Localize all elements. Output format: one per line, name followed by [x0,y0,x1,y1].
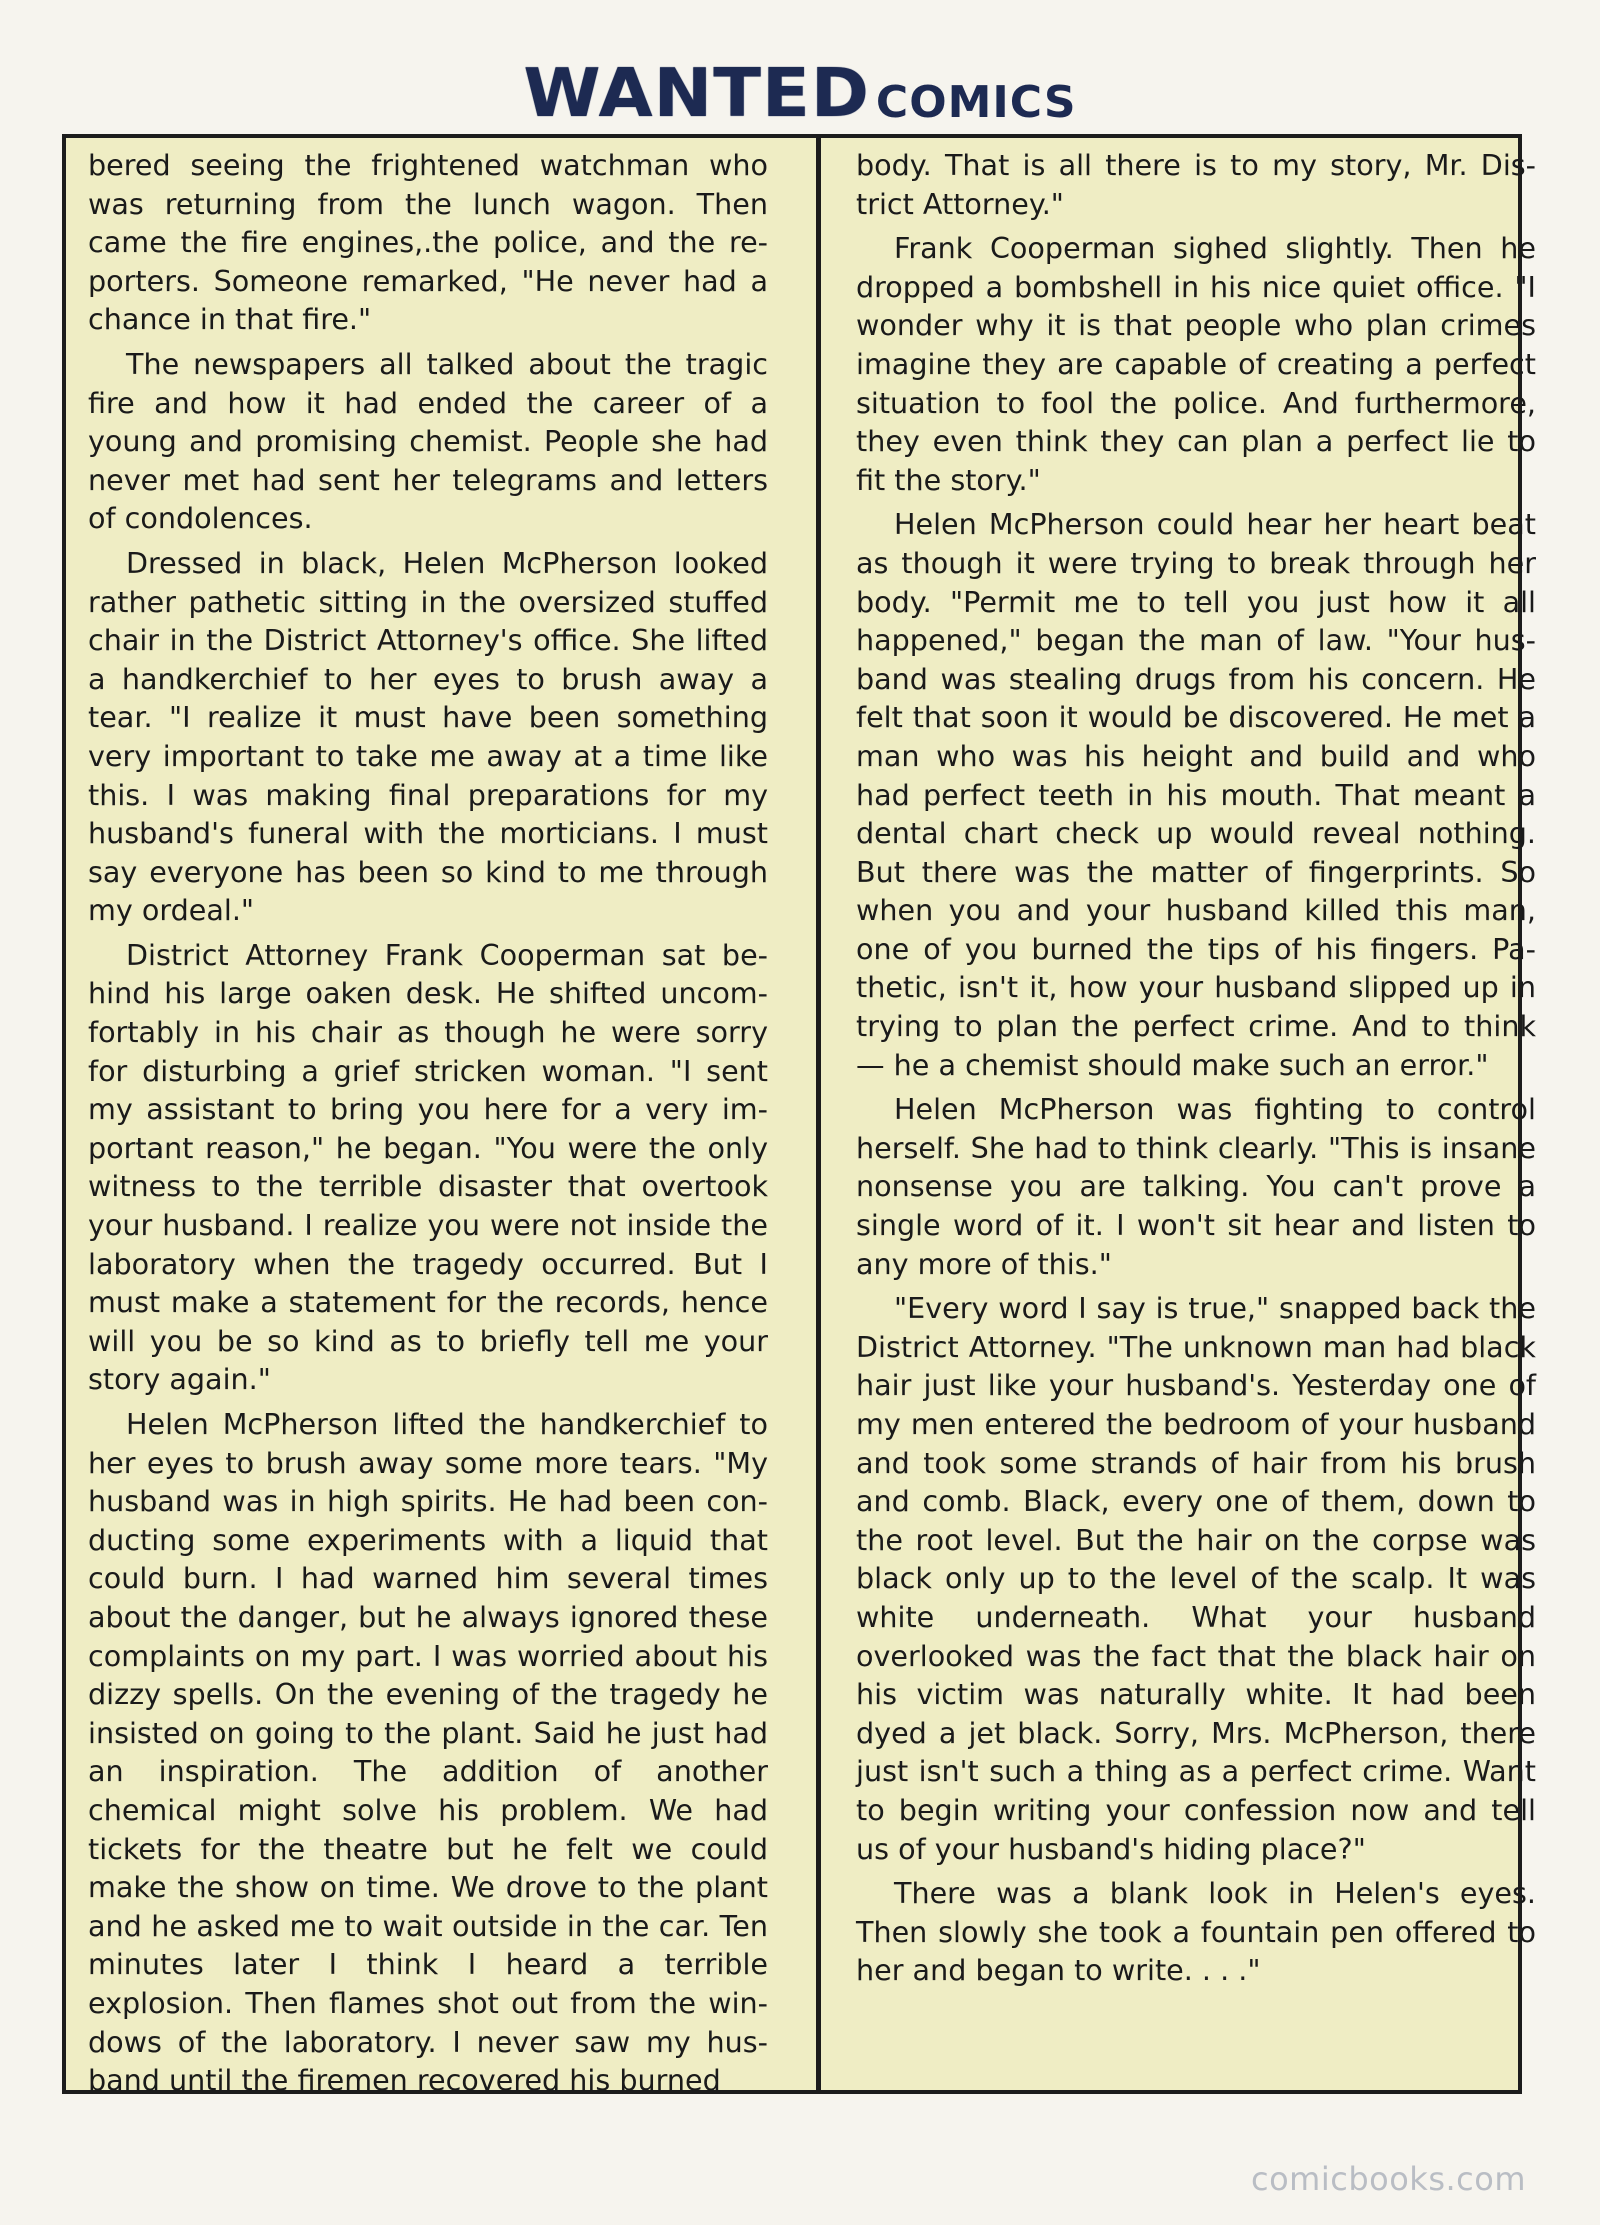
paragraph: body. That is all there is to my story, Mr. District Attorney." [856,148,1536,221]
masthead-title: WANTED [523,54,870,132]
paragraph: Frank Cooperman sighed slightly. Then he dropped a bombshell in his nice quiet office. "I wonder why it is that people who plan crimes imagine they are capable of creating a perfect situation to fool the police. And furthermore, they even think they can plan a perfect lie to fit the story." [856,231,1536,497]
text-frame [62,134,1536,2098]
paragraph: There was a blank look in Helen's eyes. Then slowly she took a fountain pen offered to her and began to write. . . ." [856,1876,1536,1988]
paragraph: Dressed in black, Helen McPherson looked rather pathetic sitting in the oversized stuffed chair in the District Attorney's office. She lifted a handkerchief to her eyes to brush away a tear. "I realize it must have been something very important to take me away at a time like this. I was making final preparations for my husband's funeral with the morticians. I must say everyone has been so kind to me through my ordeal." [88,545,768,928]
paragraph: "Every word I say is true," snapped back the District Attorney. "The unknown man had black hair just like your husband's. Yesterday one of my men entered the bedroom of your husband and took some strands of hair from his brush and comb. Black, every one of them, down to the root level. But the hair on the corpse was black only up to the level of the scalp. It was white underneath. What your husband overlooked was the fact that the black hair on his victim was naturally white. It had been dyed a jet black. Sorry, Mrs. McPherson, there just isn't such a thing as a perfect crime. Want to begin writing your confession now and tell us of your husband's hiding place?" [856,1291,1536,1866]
column-divider [816,138,821,2090]
paragraph: Helen McPherson could hear her heart beat as though it were trying to break through her body. "Permit me to tell you just how it all happened," began the man of law. "Your husband was stealing drugs from his concern. He felt that soon it would be discovered. He met a man who was his height and build and who had perfect teeth in his mouth. That meant a dental chart check up would reveal nothing. But there was the matter of fingerprints. So when you and your husband killed this man, one of you burned the tips of his fingers. Pathetic, isn't it, how your husband slipped up in trying to plan the perfect crime. And to think — he a chemist should make such an error." [856,507,1536,1082]
paragraph: Helen McPherson lifted the handkerchief to her eyes to brush away some more tears. "My husband was in high spirits. He had been conducting some experiments with a liquid that could burn. I had warned him several times about the danger, but he always ignored these complaints on my part. I was worried about his dizzy spells. On the evening of the tragedy he insisted on going to the plant. Said he just had an inspiration. The addition of another chemical might solve his problem. We had tickets for the theatre but he felt we could make the show on time. We drove to the plant and he asked me to wait outside in the car. Ten minutes later I think I heard a terrible explosion. Then flames shot out from the windows of the laboratory. I never saw my husband until the firemen recovered his burned [88,1407,768,2098]
paragraph: Helen McPherson was fighting to control herself. She had to think clearly. "This is insane nonsense you are talking. You can't prove a single word of it. I won't sit hear and listen to any more of this." [856,1092,1536,1281]
masthead-subtitle: COMICS [875,77,1077,128]
left-column [88,146,768,2106]
paragraph: The newspapers all talked about the tragic fire and how it had ended the career of a young and promising chemist. People she had never met had sent her telegrams and letters of condolences. [88,346,768,536]
right-column [856,146,1536,1996]
masthead [0,54,1600,132]
watermark-text: comicbooks.com [1250,2160,1526,2198]
paragraph: District Attorney Frank Cooperman sat behind his large oaken desk. He shifted uncomfortably in his chair as though he were sorry for disturbing a grief stricken woman. "I sent my assistant to bring you here for a very important reason," he began. "You were the only witness to the terrible disaster that overtook your husband. I realize you were not inside the laboratory when the tragedy occurred. But I must make a statement for the records, hence will you be so kind as to briefly tell me your story again." [88,937,768,1397]
paragraph: bered seeing the frightened watchman who was returning from the lunch wagon. Then came the fire engines,.the police, and the reporters. Someone remarked, "He never had a chance in that fire." [88,148,768,337]
